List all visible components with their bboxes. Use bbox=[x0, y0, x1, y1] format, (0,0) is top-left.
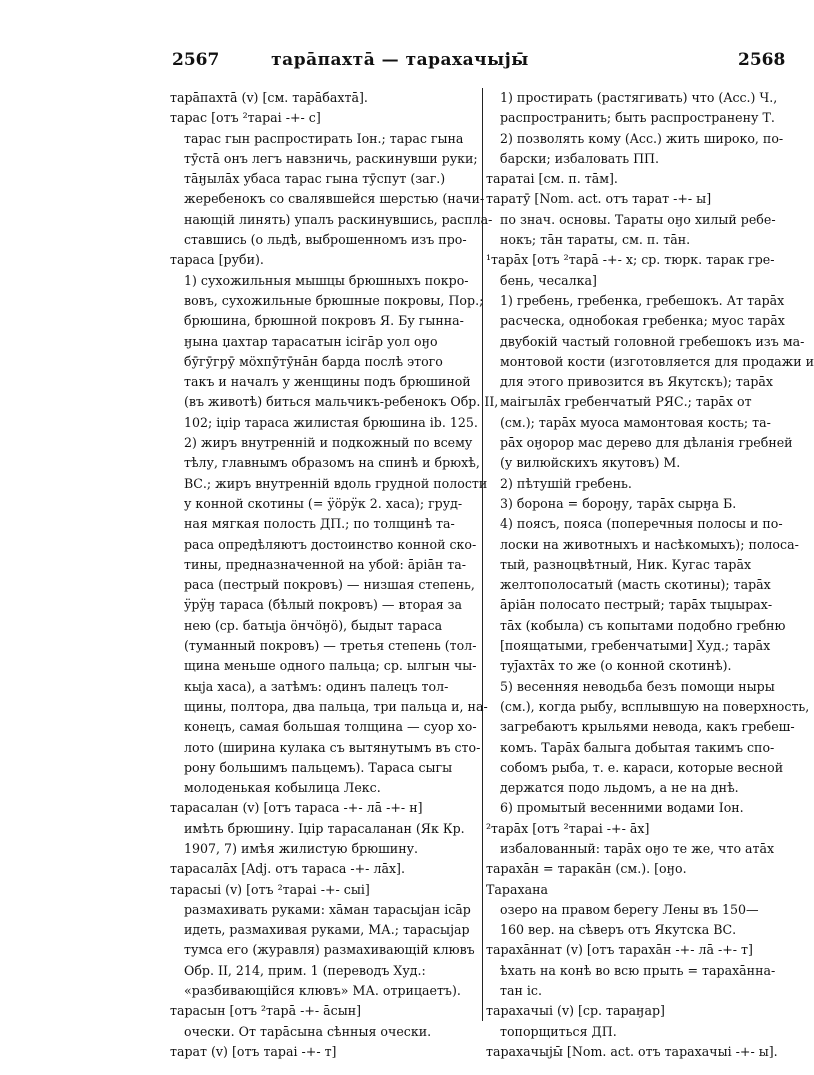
dictionary-line: собомъ рыба, т. е. караси, которые весной bbox=[500, 759, 784, 775]
dictionary-line: таратӯ [Nom. act. отъ тарат -+- ы] bbox=[486, 191, 712, 207]
dictionary-line: тараса [руби). bbox=[170, 252, 264, 268]
dictionary-line: топорщиться ДП. bbox=[500, 1023, 617, 1039]
dictionary-line: тарахачыјы̄ [Nom. act. отъ тарахачыі -+- ы]. bbox=[486, 1043, 778, 1059]
dictionary-line: тāх (кобыла) съ копытами подобно гребню bbox=[500, 617, 786, 633]
dictionary-line: желтополосатый (масть скотины); тарāх bbox=[500, 577, 771, 593]
dictionary-line: такъ и началъ у женщины подъ брюшиной bbox=[184, 374, 471, 390]
dictionary-line: идеть, размахивая руками, МА.; тарасыјар bbox=[184, 922, 470, 938]
dictionary-line: рāх оӈорор мас дерево для дѣланія гребней bbox=[500, 435, 793, 451]
dictionary-line: очески. От тарāсына сѣнныя очески. bbox=[184, 1023, 432, 1039]
dictionary-line: ӈына џахтар тарасатын ісігāр уол оӈо bbox=[184, 333, 438, 349]
dictionary-line: тарахāн = таракāн (см.). [оӈо. bbox=[486, 861, 687, 877]
dictionary-line: таратаі [см. п. тāм]. bbox=[486, 171, 618, 187]
dictionary-line: (см.); тарāх муоса мамонтовая кость; та- bbox=[500, 414, 771, 430]
dictionary-line: тины, предназначенной на убой: āрiāн та- bbox=[184, 556, 467, 572]
dictionary-line: ѣхать на конѣ во всю прыть = тарахāнна- bbox=[500, 962, 776, 978]
dictionary-line: тāӈылāх убаса тарас гына тӯспут (заг.) bbox=[184, 171, 446, 187]
dictionary-line: ӱрӱӈ тараса (бѣлый покровъ) — вторая за bbox=[184, 597, 463, 613]
dictionary-line: раса опредѣляютъ достоинство конной ско- bbox=[184, 536, 477, 552]
dictionary-line: тарасалāх [Adj. отъ тараса -+- лāх]. bbox=[170, 861, 405, 877]
dictionary-line: для этого привозится въ Якутскъ); тарāх bbox=[500, 374, 774, 390]
dictionary-line: лоски на животныхъ и насѣкомыхъ); полоса- bbox=[500, 536, 799, 552]
dictionary-line: рону большимъ пальцемъ). Тараса сыгы bbox=[184, 759, 453, 775]
dictionary-line: ¹тарāх [отъ ²тарā -+- х; ср. тюрк. тарак гре- bbox=[486, 252, 775, 268]
dictionary-line: кыја хаса), а затѣмъ: одинъ палецъ тол- bbox=[184, 678, 449, 694]
dictionary-line: жеребенокъ со свалявшейся шерстью (начи- bbox=[184, 191, 485, 207]
dictionary-line: тарасалан (v) [отъ тараса -+- лā -+- н] bbox=[170, 800, 423, 816]
dictionary-line: тый, разноцвѣтный, Ник. Кугас тарāх bbox=[500, 556, 752, 572]
dictionary-line: 2) позволять кому (Acc.) жить широко, по- bbox=[500, 130, 784, 146]
dictionary-line: āрiāн полосато пестрый; тарāх тыџырах- bbox=[500, 597, 773, 613]
left-column bbox=[170, 88, 499, 1062]
dictionary-line: 102; іџір тараса жилистая брюшина ib. 125. bbox=[184, 414, 478, 430]
dictionary-line: держатся подо льдомъ, а не на днѣ. bbox=[500, 780, 739, 796]
dictionary-line: 1) сухожильныя мышцы брюшныхъ покро- bbox=[184, 272, 469, 288]
dictionary-line: тарат (v) [отъ тараі -+- т] bbox=[170, 1043, 337, 1059]
dictionary-line: раса (пестрый покровъ) — низшая степень, bbox=[184, 577, 475, 593]
dictionary-line: у конной скотины (= ӱӧрӱк 2. хаса); груд- bbox=[184, 495, 463, 511]
dictionary-line: расческа, однобокая гребенка; муос тарāх bbox=[500, 313, 785, 329]
dictionary-line: по знач. основы. Тараты оӈо хилый ребе- bbox=[500, 211, 776, 227]
dictionary-line: тарасын [отъ ²тарā -+- āсын] bbox=[170, 1003, 362, 1019]
dictionary-line: щина меньше одного пальца; ср. ылгын чы- bbox=[184, 658, 477, 674]
dictionary-line: тан іс. bbox=[500, 983, 542, 999]
dictionary-line: вовъ, сухожильные брюшные покровы, Пор.; bbox=[184, 292, 484, 308]
page-number-right: 2568 bbox=[738, 50, 786, 70]
page-header bbox=[0, 50, 800, 74]
dictionary-line: озеро на правом берегу Лены въ 150— bbox=[500, 901, 759, 917]
dictionary-line: тѣлу, главнымъ образомъ на спинѣ и брюхѣ, bbox=[184, 455, 480, 471]
dictionary-line: нею (ср. батыја öнчӧӈö), быдыт тараса bbox=[184, 617, 443, 633]
dictionary-line: тарасыі (v) [отъ ²тараі -+- сыі] bbox=[170, 881, 370, 897]
dictionary-line: 1) простирать (растягивать) что (Acc.) Ч., bbox=[500, 90, 778, 105]
dictionary-line: 6) промытый весенними водами Іон. bbox=[500, 800, 744, 816]
dictionary-line: ВС.; жиръ внутренній вдоль грудной полости bbox=[184, 475, 488, 491]
dictionary-line: тарахāннат (v) [отъ тарахāн -+- лā -+- т] bbox=[486, 942, 753, 958]
dictionary-line: тумса его (журавля) размахивающій клювъ bbox=[184, 942, 475, 958]
dictionary-line: тарас [отъ ²тараі -+- с] bbox=[170, 110, 321, 126]
dictionary-line: двубокій частый головной гребешокъ изъ ма- bbox=[500, 333, 805, 349]
dictionary-line: 160 вер. на сѣверъ отъ Якутска ВС. bbox=[500, 922, 737, 938]
dictionary-line: ставшись (о льдѣ, выброшенномъ изъ про- bbox=[184, 232, 467, 248]
dictionary-line: ²тарāх [отъ ²тараі -+- āх] bbox=[486, 820, 650, 836]
dictionary-line: тарас гын распростирать Іон.; тарас гына bbox=[184, 130, 464, 146]
dictionary-line: бӯгӯгрӯ мӧхпӯтӯнāн барда послѣ этого bbox=[184, 353, 443, 369]
right-column bbox=[482, 88, 814, 1062]
dictionary-line: Обр. II, 214, прим. 1 (переводъ Худ.: bbox=[184, 962, 426, 978]
dictionary-line: 2) жиръ внутренній и подкожный по всему bbox=[184, 435, 473, 451]
dictionary-line: нающій линять) упалъ раскинувшись, распла- bbox=[184, 211, 493, 227]
dictionary-line: 5) весенняя неводьба безъ помощи ныры bbox=[500, 678, 775, 694]
dictionary-line: 1) гребень, гребенка, гребешокъ. Ат тарāх bbox=[500, 292, 785, 308]
dictionary-line: молоденькая кобылица Лекс. bbox=[184, 780, 381, 796]
dictionary-line: туј̄ахтāх то же (о конной скотинѣ). bbox=[500, 658, 732, 674]
dictionary-line: размахивать руками: хāман тарасыјан ісāр bbox=[184, 901, 471, 917]
dictionary-line: (туманный покровъ) — третья степень (тол- bbox=[184, 638, 477, 654]
dictionary-line: (см.), когда рыбу, всплывшую на поверхность, bbox=[500, 698, 810, 714]
dictionary-line: 3) борона = бороӈу, тарāх сырӈа Б. bbox=[500, 495, 737, 511]
dictionary-line: монтовой кости (изготовляется для продажи и bbox=[500, 353, 814, 369]
dictionary-line: лото (ширина кулака съ вытянутымъ въ сто- bbox=[184, 739, 481, 755]
dictionary-line: нокъ; тāн тараты, см. п. тāн. bbox=[500, 232, 691, 248]
dictionary-line: барски; избаловать ПП. bbox=[500, 150, 660, 166]
dictionary-line: комъ. Тарāх балыга добытая такимъ спо- bbox=[500, 739, 775, 755]
dictionary-line: распространить; быть распространену Т. bbox=[500, 110, 775, 126]
dictionary-line: щины, полтора, два пальца, три пальца и, на- bbox=[184, 698, 488, 714]
dictionary-line: тарāпахтā (v) [см. тарāбахтā]. bbox=[170, 90, 368, 105]
dictionary-line: [поящатыми, гребенчатыми] Худ.; тарāх bbox=[500, 638, 771, 654]
dictionary-line: маігылāх гребенчатый РЯС.; тарāх от bbox=[500, 394, 752, 410]
dictionary-line: (въ животѣ) биться мальчикъ-ребенокъ Обр. II, bbox=[184, 394, 499, 410]
dictionary-line: (у вилюйскихъ якутовъ) М. bbox=[500, 455, 681, 471]
dictionary-line: 2) пѣтушій гребень. bbox=[500, 475, 632, 491]
dictionary-line: загребаютъ крыльями невода, какъ гребеш- bbox=[500, 719, 795, 735]
dictionary-line: 4) поясъ, пояса (поперечныя полосы и по- bbox=[500, 516, 783, 532]
dictionary-line: бень, чесалка] bbox=[500, 272, 597, 288]
dictionary-line: Тарахана bbox=[486, 881, 548, 897]
dictionary-line: «разбивающійся клювъ» МА. отрицаетъ). bbox=[184, 983, 461, 999]
dictionary-line: 1907, 7) имѣя жилистую брюшину. bbox=[184, 840, 419, 856]
dictionary-line: тарахачыі (v) [ср. тараӈар] bbox=[486, 1003, 665, 1019]
page-number-left: 2567 bbox=[172, 50, 220, 70]
dictionary-line: избалованный: тарāх оӈо те же, что атāх bbox=[500, 840, 775, 856]
dictionary-line: тӯстā онъ легъ навзничь, раскинувши руки; bbox=[184, 150, 478, 166]
dictionary-line: конецъ, самая большая толщина — суор хо- bbox=[184, 719, 477, 735]
dictionary-line: ная мягкая полость ДП.; по толщинѣ та- bbox=[184, 516, 455, 532]
dictionary-line: имѣть брюшину. Іџір тарасаланан (Як Кр. bbox=[184, 820, 465, 836]
dictionary-line: брюшина, брюшной покровъ Я. Бу гынна- bbox=[184, 313, 464, 329]
running-title: тарāпахтā — тарахачыjы̄ bbox=[271, 50, 529, 70]
